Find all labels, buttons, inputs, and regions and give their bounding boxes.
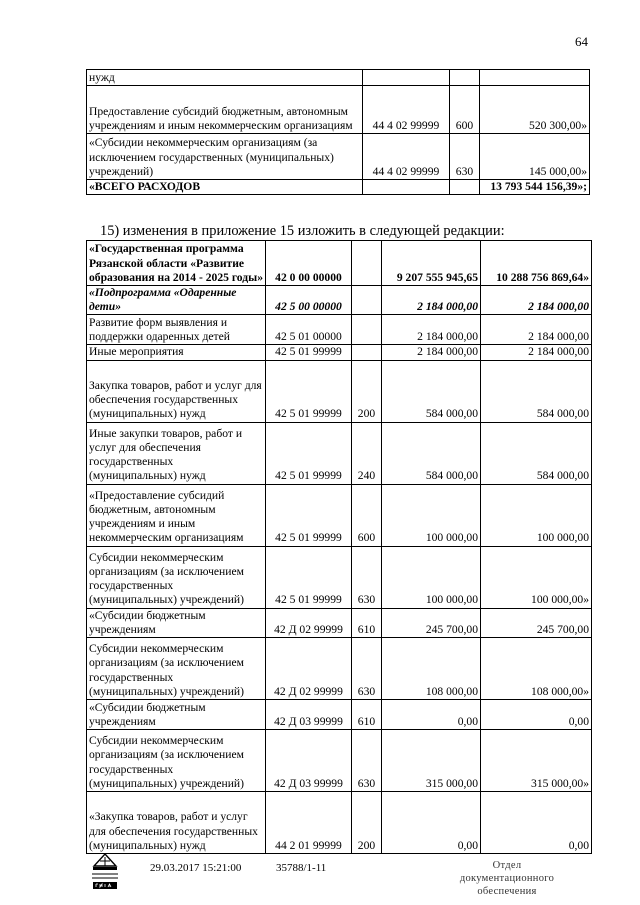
row-sum-cell: 145 000,00» (480, 134, 590, 180)
row-name-cell: Закупка товаров, работ и услуг для обеспечения государственных (муниципальных) нужд (87, 360, 266, 422)
table-row (87, 134, 590, 180)
table-row (87, 638, 592, 700)
section-heading: 15) изменения в приложение 15 изложить в следующей редакции: (100, 223, 505, 239)
row-name-cell: «Субсидии бюджетным учреждениям (87, 608, 266, 637)
row-sum-2017-cell: 245 700,00 (382, 608, 481, 637)
table-row (87, 86, 590, 134)
row-sum-2017-cell: 100 000,00 (382, 546, 481, 608)
row-sum-2018-cell: 100 000,00 (481, 484, 592, 546)
row-type-cell: 610 (352, 608, 382, 637)
row-name-cell: Субсидии некоммерческим организациям (за исключением государственных (муниципальных) учреждений) (87, 638, 266, 700)
table-row (87, 315, 592, 345)
row-type-cell: 610 (352, 700, 382, 730)
row-name-cell: «Субсидии некоммерческим организациям (за исключением государственных (муниципальных) учреждений) (87, 134, 363, 180)
row-sum-2017-cell: 315 000,00 (382, 730, 481, 792)
row-code-cell: 42 5 01 00000 (266, 315, 352, 345)
row-name-cell: Развитие форм выявления и поддержки одаренных детей (87, 315, 266, 345)
row-name-cell: «Предоставление субсидий бюджетным, автономным учреждениям и иным некоммерческим организациям (87, 484, 266, 546)
row-type-cell: 630 (352, 546, 382, 608)
row-sum-2017-cell: 108 000,00 (382, 638, 481, 700)
main-budget-table (86, 240, 592, 854)
row-sum-cell: 520 300,00» (480, 86, 590, 134)
row-type-cell (352, 345, 382, 360)
row-sum-2018-cell: 584 000,00 (481, 422, 592, 484)
footer-doc-number: 35788/1-11 (276, 862, 327, 874)
row-code-cell (363, 180, 450, 195)
row-sum-2018-cell: 2 184 000,00 (481, 286, 592, 315)
row-type-cell: 600 (352, 484, 382, 546)
row-sum-2017-cell: 584 000,00 (382, 360, 481, 422)
row-code-cell (363, 70, 450, 86)
table-row (87, 70, 590, 86)
row-sum-2017-cell: 2 184 000,00 (382, 345, 481, 360)
row-type-cell (352, 315, 382, 345)
row-code-cell: 42 5 01 99999 (266, 422, 352, 484)
row-name-cell: нужд (87, 70, 363, 86)
row-name-cell: Иные мероприятия (87, 345, 266, 360)
row-sum-2018-cell: 100 000,00» (481, 546, 592, 608)
table-row (87, 360, 592, 422)
row-sum-2018-cell: 10 288 756 869,64» (481, 241, 592, 286)
row-sum-2018-cell: 2 184 000,00 (481, 345, 592, 360)
row-sum-cell (480, 70, 590, 86)
row-sum-2018-cell: 108 000,00» (481, 638, 592, 700)
row-code-cell: 42 Д 02 99999 (266, 608, 352, 637)
row-sum-2018-cell: 0,00 (481, 792, 592, 854)
row-type-cell: 200 (352, 792, 382, 854)
row-code-cell: 42 5 01 99999 (266, 484, 352, 546)
row-sum-2018-cell: 2 184 000,00 (481, 315, 592, 345)
row-sum-cell: 13 793 544 156,39»; (480, 180, 590, 195)
row-code-cell: 42 5 01 99999 (266, 546, 352, 608)
row-type-cell: 630 (352, 638, 382, 700)
row-code-cell: 42 Д 03 99999 (266, 700, 352, 730)
row-code-cell: 44 2 01 99999 (266, 792, 352, 854)
row-name-cell: «Закупка товаров, работ и услуг для обеспечения государственных (муниципальных) нужд (87, 792, 266, 854)
row-name-cell: Субсидии некоммерческим организациям (за исключением государственных (муниципальных) учреждений) (87, 546, 266, 608)
row-type-cell: 630 (450, 134, 480, 180)
row-name-cell: «ВСЕГО РАСХОДОВ (87, 180, 363, 195)
row-type-cell: 240 (352, 422, 382, 484)
table-row (87, 286, 592, 315)
table-row (87, 546, 592, 608)
footer-date: 29.03.2017 15:21:00 (150, 862, 242, 874)
row-sum-2017-cell: 0,00 (382, 700, 481, 730)
table-row (87, 422, 592, 484)
row-sum-2017-cell: 0,00 (382, 792, 481, 854)
row-name-cell: «Подпрограмма «Одаренные дети» (87, 286, 266, 315)
row-name-cell: «Государственная программа Рязанской области «Развитие образования на 2014 - 2025 годы» (87, 241, 266, 286)
row-type-cell (450, 70, 480, 86)
row-code-cell: 44 4 02 99999 (363, 134, 450, 180)
row-code-cell: 42 5 01 99999 (266, 345, 352, 360)
row-sum-2018-cell: 245 700,00 (481, 608, 592, 637)
row-sum-2018-cell: 315 000,00» (481, 730, 592, 792)
row-sum-2017-cell: 2 184 000,00 (382, 315, 481, 345)
row-sum-2017-cell: 9 207 555 945,65 (382, 241, 481, 286)
row-name-cell: Субсидии некоммерческим организациям (за исключением государственных (муниципальных) учреждений) (87, 730, 266, 792)
row-code-cell: 42 Д 02 99999 (266, 638, 352, 700)
table-row (87, 700, 592, 730)
row-code-cell: 44 4 02 99999 (363, 86, 450, 134)
row-code-cell: 42 Д 03 99999 (266, 730, 352, 792)
guia-logo (90, 852, 120, 892)
top-budget-table (86, 69, 590, 195)
table-row (87, 180, 590, 195)
row-code-cell: 42 5 00 00000 (266, 286, 352, 315)
table-row (87, 730, 592, 792)
footer-department: Отдел документационного обеспечения (459, 860, 555, 897)
page-number: 64 (575, 34, 588, 49)
row-type-cell (352, 241, 382, 286)
row-type-cell: 200 (352, 360, 382, 422)
row-sum-2017-cell: 584 000,00 (382, 422, 481, 484)
row-sum-2018-cell: 584 000,00 (481, 360, 592, 422)
row-type-cell (352, 286, 382, 315)
row-code-cell: 42 5 01 99999 (266, 360, 352, 422)
table-row (87, 608, 592, 637)
row-sum-2017-cell: 100 000,00 (382, 484, 481, 546)
row-name-cell: «Субсидии бюджетным учреждениям (87, 700, 266, 730)
row-type-cell: 600 (450, 86, 480, 134)
table-row (87, 345, 592, 360)
row-code-cell: 42 0 00 00000 (266, 241, 352, 286)
row-type-cell (450, 180, 480, 195)
row-type-cell: 630 (352, 730, 382, 792)
row-sum-2018-cell: 0,00 (481, 700, 592, 730)
table-row (87, 241, 592, 286)
table-row (87, 792, 592, 854)
row-sum-2017-cell: 2 184 000,00 (382, 286, 481, 315)
table-row (87, 484, 592, 546)
row-name-cell: Иные закупки товаров, работ и услуг для обеспечения государственных (муниципальных) нужд (87, 422, 266, 484)
row-name-cell: Предоставление субсидий бюджетным, автономным учреждениям и иным некоммерческим организациям (87, 86, 363, 134)
